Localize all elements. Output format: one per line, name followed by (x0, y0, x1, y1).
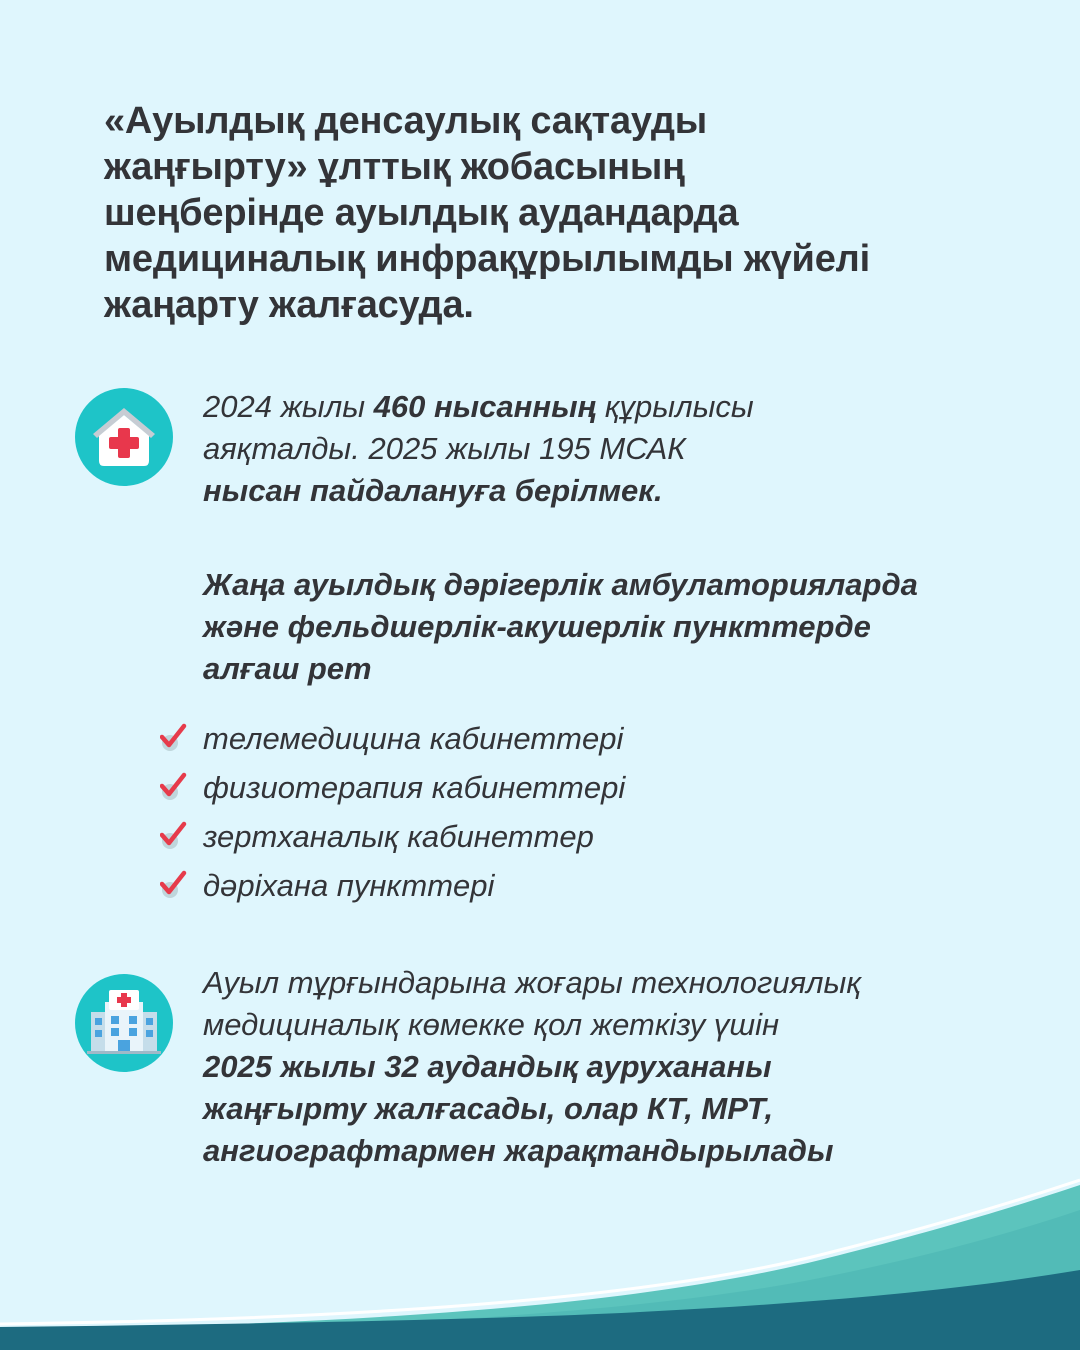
list-item-label: дәріхана пункттері (203, 868, 495, 903)
headline-line: жаңғырту» ұлттық жобасының (104, 146, 685, 188)
hospital-text (203, 962, 861, 1172)
completion-text (203, 386, 754, 512)
ambulatory-line: алғаш рет (203, 651, 372, 686)
text-segment: құрылысы (596, 389, 754, 424)
list-item (160, 714, 625, 763)
list-item (160, 812, 625, 861)
list-item-label: зертханалық кабинеттер (203, 819, 594, 854)
headline-line: медициналық инфрақұрылымды жүйелі (104, 238, 870, 280)
completion-line-1 (203, 386, 754, 428)
completion-line-3: нысан пайдалануға берілмек. (203, 473, 663, 508)
check-mark-icon (160, 870, 188, 900)
ambulatory-text (203, 564, 918, 690)
hospital-line-bold: 2025 жылы 32 аудандық аурухананы (203, 1049, 772, 1084)
list-item (160, 861, 625, 910)
cabinet-checklist (160, 714, 625, 910)
check-mark-icon (160, 723, 188, 753)
list-item (160, 763, 625, 812)
headline (104, 98, 1024, 328)
ambulatory-line: Жаңа ауылдық дәрігерлік амбулаторияларда (203, 567, 918, 602)
check-mark-icon (160, 772, 188, 802)
hospital-line: Ауыл тұрғындарына жоғары технологиялық (203, 965, 861, 1000)
headline-line: жаңарту жалғасуда. (104, 284, 474, 326)
hospital-line-bold: жаңғырту жалғасады, олар КТ, МРТ, (203, 1091, 774, 1126)
completion-line-2: аяқталды. 2025 жылы 195 МСАК (203, 431, 686, 466)
text-segment: 2024 жылы (203, 389, 374, 424)
list-item-label: телемедицина кабинеттері (203, 721, 624, 756)
hospital-line-bold: ангиографтармен жарақтандырылады (203, 1133, 834, 1168)
highlight-count: 460 нысанның (373, 389, 597, 424)
hospital-line: медициналық көмекке қол жеткізу үшін (203, 1007, 780, 1042)
list-item-label: физиотерапия кабинеттері (203, 770, 626, 805)
headline-line: шеңберінде ауылдық аудандарда (104, 192, 739, 234)
clinic-house-icon (75, 388, 173, 486)
check-mark-icon (160, 821, 188, 851)
headline-line: «Ауылдық денсаулық сақтауды (104, 100, 708, 142)
hospital-building-icon (75, 974, 173, 1072)
ambulatory-line: және фельдшерлік-акушерлік пункттерде (203, 609, 871, 644)
